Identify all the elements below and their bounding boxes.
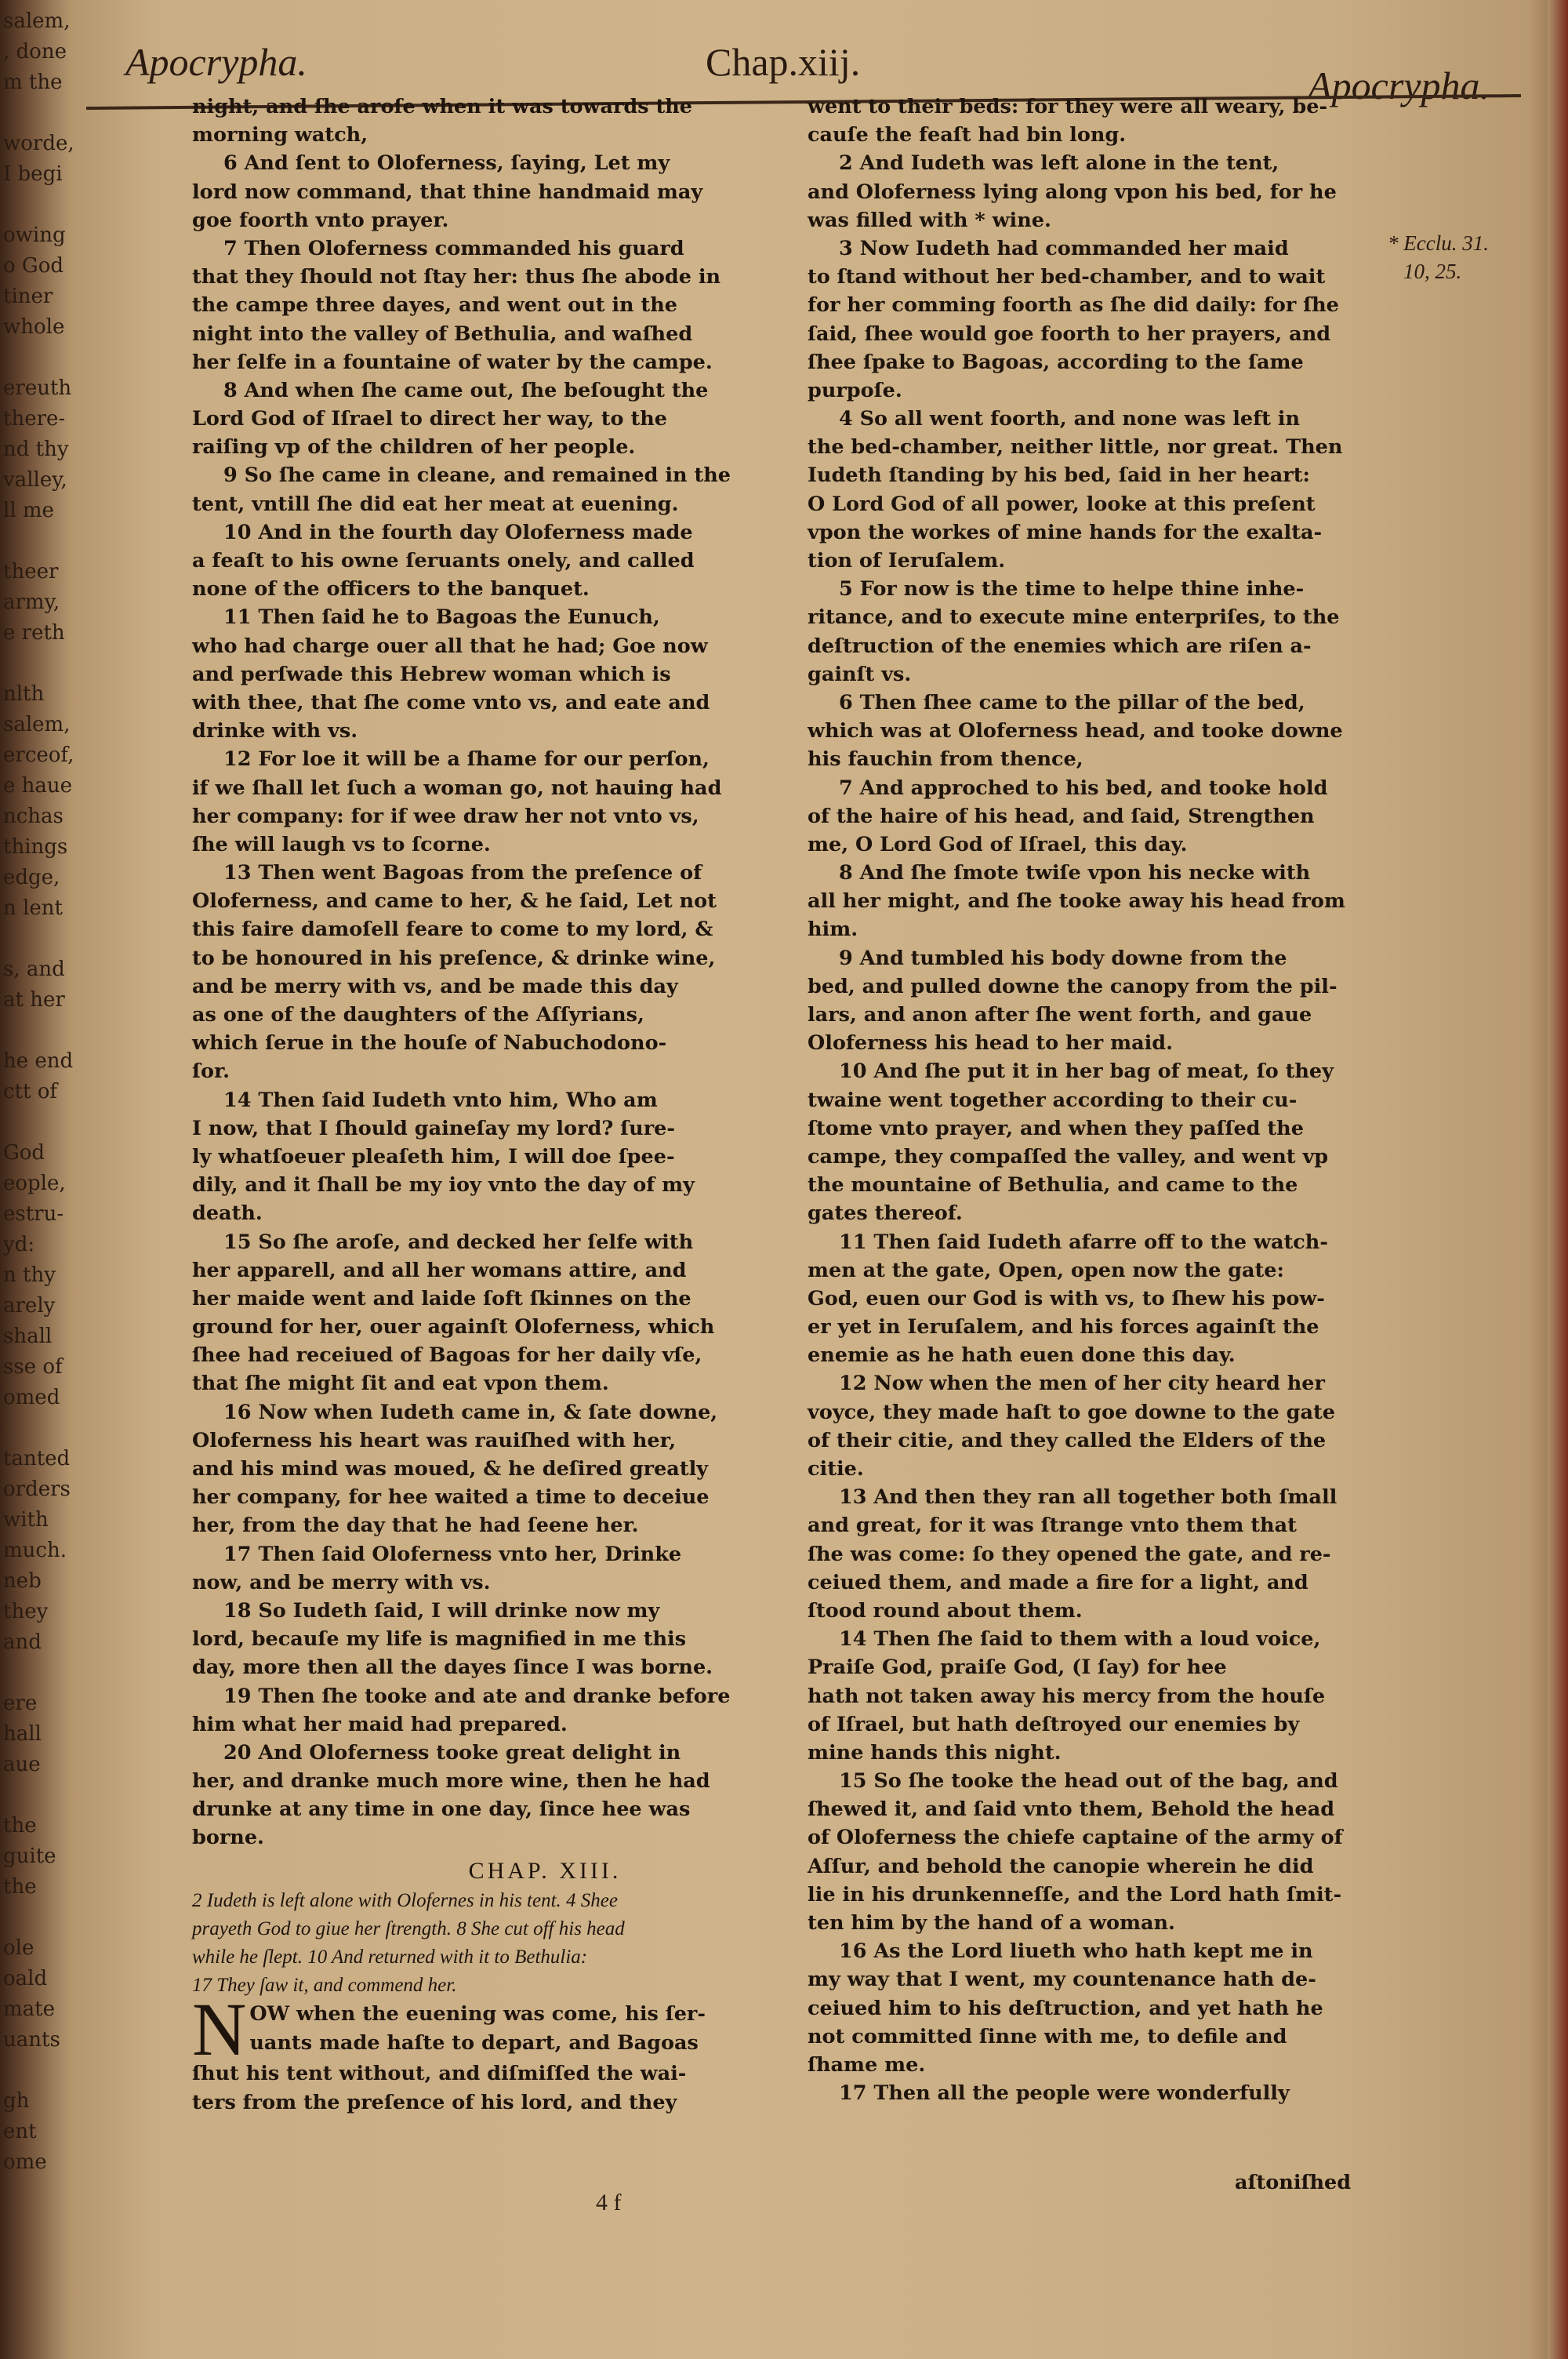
text-line: ſaid, ſhee would goe foorth to her prayers, and — [808, 322, 1331, 346]
text-line: which ſerue in the houſe of Nabuchodono- — [192, 1031, 667, 1056]
text-line: to be honoured in his preſence, & drinke wine, — [192, 946, 716, 970]
text-line: 20 And Oloferness tooke great delight in — [223, 1740, 681, 1765]
facing-page-fragment: sse of — [3, 1355, 63, 1379]
text-line: 10 And ſhe put it in her bag of meat, ſo they — [839, 1060, 1334, 1084]
left-column-text — [192, 93, 898, 1852]
text-line: her, and dranke much more wine, then he had — [192, 1769, 710, 1794]
text-line: 16 As the Lord liueth who hath kept me in — [839, 1939, 1313, 1964]
page-edge-right — [1548, 0, 1568, 2359]
facing-page-fragment: tiner — [3, 285, 53, 308]
facing-page-fragment: eople, — [3, 1172, 66, 1195]
text-line: if we ſhall let ſuch a woman go, not hauing had — [192, 776, 722, 800]
text-line: Oloferness his heart was rauiſhed with her, — [192, 1428, 677, 1452]
facing-page-fragment: arely — [3, 1294, 56, 1318]
text-line: 18 So Iudeth ſaid, I will drinke now my — [223, 1598, 660, 1623]
text-line: ſhee had receiued of Bagoas for her daily vſe, — [192, 1343, 702, 1368]
text-line: ceiued them, and made a fire for a light, and — [808, 1570, 1308, 1594]
facing-page-fragment: omed — [3, 1386, 60, 1409]
facing-page-fragment: worde, — [3, 132, 74, 155]
text-line: him what her maid had prepared. — [192, 1712, 568, 1736]
text-line: 13 And then they ran all together both ſmall — [839, 1485, 1338, 1510]
text-line: drunke at any time in one day, ſince hee was — [192, 1797, 691, 1822]
text-line: 11 Then ſaid he to Bagoas the Eunuch, — [223, 605, 660, 630]
text-line: him. — [808, 918, 858, 942]
margin-reference-line-2: 10, 25. — [1403, 260, 1462, 283]
header-right: Apocrypha. — [1308, 64, 1490, 107]
facing-page-fragment: erceof, — [3, 743, 74, 767]
text-line: drinke with vs. — [192, 719, 358, 743]
right-column-text — [808, 93, 1513, 2107]
facing-page-fragment: gh — [3, 2089, 30, 2113]
text-line: as one of the daughters of the Aſſyrians, — [192, 1003, 644, 1027]
text-line: er yet in Ieruſalem, and his forces againſt the — [808, 1315, 1319, 1339]
margin-reference — [1388, 229, 1529, 285]
text-line: deſtruction of the enemies which are riſen a- — [808, 634, 1312, 658]
facing-page-fragment: aue — [3, 1753, 41, 1776]
text-line: 7 And approched to his bed, and tooke hold — [839, 776, 1328, 800]
text-line: which was at Oloferness head, and tooke downe — [808, 719, 1343, 743]
text-line: not committed ſinne with me, to defile and — [808, 2024, 1287, 2048]
facing-page-fragment: yd: — [3, 1233, 35, 1256]
text-line: twaine went together according to their cu- — [808, 1088, 1298, 1112]
drop-cap-lines — [192, 2000, 898, 2056]
text-line: Oloferness, and came to her, & he ſaid, Let not — [192, 889, 717, 914]
text-line: was filled with * wine. — [808, 208, 1051, 232]
facing-page-fragment: with — [3, 1508, 49, 1532]
text-line: her apparell, and all her womans attire, and — [192, 1258, 687, 1282]
text-line: 6 And ſent to Oloferness, ſaying, Let my — [223, 151, 670, 176]
text-line: Lord God of Iſrael to direct her way, to the — [192, 407, 667, 431]
facing-page-fragment: , done — [3, 40, 67, 64]
text-line: with thee, that ſhe come vnto vs, and eate and — [192, 690, 710, 714]
text-line: and great, for it was ſtrange vnto them that — [808, 1514, 1297, 1538]
facing-page-fragment: things — [3, 835, 68, 859]
text-line: 14 Then ſaid Iudeth vnto him, Who am — [223, 1088, 658, 1112]
text-line: 12 For loe it will be a ſhame for our perſon, — [223, 747, 710, 772]
text-line: 6 Then ſhee came to the pillar of the bed, — [839, 690, 1305, 714]
text-line: lars, and anon after ſhe went forth, and gaue — [808, 1003, 1312, 1027]
text-line: lord, becauſe my life is magnified in me this — [192, 1627, 687, 1652]
text-line: 16 Now when Iudeth came in, & ſate downe, — [223, 1400, 718, 1424]
text-line: Iudeth ſtanding by his bed, ſaid in her heart: — [808, 463, 1310, 488]
text-line: men at the gate, Open, open now the gate: — [808, 1258, 1284, 1282]
text-line: ſhewed it, and ſaid vnto them, Behold the head — [808, 1797, 1335, 1822]
facing-page-fragment: neb — [3, 1569, 42, 1593]
text-line: 10 And in the fourth day Oloferness made — [223, 520, 693, 544]
text-line: her ſelfe in a fountaine of water by the campe. — [192, 350, 713, 374]
text-line: voyce, they made haſt to goe downe to the gate — [808, 1400, 1335, 1424]
text-line: campe, they compaſſed the valley, and went vp — [808, 1144, 1329, 1169]
text-line: borne. — [192, 1826, 264, 1850]
text-line: the mountaine of Bethulia, and came to the — [808, 1173, 1298, 1198]
facing-page-fragment: m the — [3, 71, 63, 94]
text-line: her company, for hee waited a time to deceiue — [192, 1485, 710, 1510]
text-line: 3 Now Iudeth had commanded her maid — [839, 236, 1289, 260]
text-line: 17 Then all the people were wonderfully — [839, 2081, 1290, 2106]
margin-reference-line-1: * Ecclu. 31. — [1388, 231, 1489, 255]
facing-page-fragment: he end — [3, 1049, 74, 1073]
text-line: the bed-chamber, neither little, nor great. Then — [808, 435, 1343, 460]
text-line: ground for her, ouer againſt Oloferness, which — [192, 1315, 715, 1339]
text-line: ſor. — [192, 1060, 230, 1084]
text-line: gainſt vs. — [808, 662, 912, 686]
text-line: his fauchin from thence, — [808, 747, 1083, 772]
chapter-opening-continued — [192, 2059, 898, 2116]
text-line: my way that I went, my countenance hath de- — [808, 1968, 1316, 1992]
text-line: and be merry with vs, and be made this day — [192, 974, 678, 998]
text-line: ten him by the hand of a woman. — [808, 1911, 1175, 1935]
text-line: that ſhe might ſit and eat vpon them. — [192, 1372, 609, 1396]
text-line: 17 Then ſaid Oloferness vnto her, Drinke — [223, 1542, 682, 1566]
facing-page-fragment: e reth — [3, 621, 65, 645]
text-line: tion of Ieruſalem. — [808, 549, 1006, 572]
text-line: 15 So ſhe tooke the head out of the bag, and — [839, 1769, 1338, 1794]
text-line: 5 For now is the time to helpe thine inhe- — [839, 577, 1305, 602]
text-line: of their citie, and they called the Elders of the — [808, 1428, 1327, 1452]
facing-page-fragment: at her — [3, 988, 65, 1012]
text-line: her maide went and laide ſoft ſkinnes on the — [192, 1286, 691, 1310]
text-line: tent, vntill ſhe did eat her meat at euening. — [192, 492, 679, 516]
text-line: ſhe will laugh vs to ſcorne. — [192, 832, 491, 856]
facing-page-fragment: nchas — [3, 805, 64, 828]
text-line: 8 And when ſhe came out, ſhe beſought the — [223, 378, 709, 402]
facing-page-fragment: estru- — [3, 1202, 64, 1226]
text-line: ſtood round about them. — [808, 1598, 1083, 1623]
facing-page-fragment: there- — [3, 407, 66, 431]
text-line: ritance, and to execute mine enterpriſes, to the — [808, 605, 1340, 630]
facing-page-fragment: ome — [3, 2150, 47, 2174]
summary-line: 2 Iudeth is left alone with Olofernes in his tent. 4 Shee — [192, 1889, 618, 1911]
facing-page-fragment: s, and — [3, 958, 65, 981]
text-line: ſhame me. — [808, 2052, 926, 2077]
text-line: uants made haſte to depart, and Bagoas — [249, 2030, 699, 2055]
text-line: I now, that I ſhould gaineſay my lord? ſure- — [192, 1116, 675, 1140]
facing-page-fragment: ere — [3, 1692, 38, 1715]
text-line: raiſing vp of the children of her people. — [192, 435, 636, 460]
text-line: night into the valley of Bethulia, and waſhed — [192, 322, 693, 346]
text-line: day, more then all the dayes ſince I was borne. — [192, 1656, 713, 1680]
facing-page-fragment: army, — [3, 591, 60, 614]
text-line: ſhee ſpake to Bagoas, according to the ſame — [808, 350, 1304, 374]
facing-page-fragment: nd thy — [3, 438, 69, 461]
facing-page-fragment: orders — [3, 1478, 71, 1501]
text-line: ſhe was come: ſo they opened the gate, and re- — [808, 1542, 1331, 1566]
facing-page-fragment: shall — [3, 1325, 53, 1348]
facing-page-fragment: ole — [3, 1936, 34, 1960]
text-line: morning watch, — [192, 123, 368, 147]
text-line: O Lord God of all power, looke at this preſent — [808, 492, 1316, 516]
text-line: for her comming foorth as ſhe did daily: for ſhe — [808, 293, 1339, 318]
text-line: and his mind was moued, & he deſired greatly — [192, 1457, 709, 1481]
text-line: all her might, and ſhe tooke away his head from — [808, 889, 1345, 914]
text-line: none of the officers to the banquet. — [192, 577, 590, 602]
text-line: vpon the workes of mine hands for the exalta- — [808, 520, 1323, 544]
text-line: of Oloferness the chiefe captaine of the army of — [808, 1826, 1343, 1850]
text-line: ters from the preſence of his lord, and they — [192, 2090, 677, 2114]
text-line: this faire damoſell feare to come to my lord, & — [192, 918, 713, 942]
facing-page-fragment: tanted — [3, 1447, 71, 1470]
facing-page-fragment: n lent — [3, 896, 63, 920]
text-line: 19 Then ſhe tooke and ate and dranke before — [223, 1684, 731, 1708]
text-line: 12 Now when the men of her city heard her — [839, 1372, 1325, 1396]
text-line: 11 Then ſaid Iudeth afarre off to the watch- — [839, 1230, 1328, 1254]
text-line: enemie as he hath euen done this day. — [808, 1343, 1236, 1368]
facing-page-fragment: valley, — [3, 468, 67, 492]
facing-page-fragment: salem, — [3, 9, 71, 33]
facing-page-fragment: owing — [3, 224, 66, 247]
text-line: lord now command, that thine handmaid may — [192, 180, 703, 204]
text-line: Aſſur, and behold the canopie wherein he did — [808, 1854, 1314, 1878]
facing-page-fragment: God — [3, 1141, 45, 1165]
text-line: ceiued him to his deſtruction, and yet hath he — [808, 1996, 1323, 2020]
text-line: 8 And ſhe ſmote twiſe vpon his necke with — [839, 861, 1311, 885]
text-line: and perſwade this Hebrew woman which is — [192, 662, 671, 686]
catchword: aſtoniſhed — [1235, 2171, 1352, 2194]
text-line: 4 So all went foorth, and none was left in — [839, 407, 1300, 431]
facing-page-edge — [0, 0, 74, 2359]
text-line: her company: for if wee draw her not vnto vs, — [192, 804, 699, 828]
facing-page-fragment: edge, — [3, 866, 60, 889]
text-line: who had charge ouer all that he had; Goe now — [192, 634, 708, 658]
text-line: a feaſt to his owne ſeruants onely, and called — [192, 549, 695, 572]
text-line: cauſe the feaſt had bin long. — [808, 123, 1127, 147]
text-line: death. — [192, 1201, 263, 1226]
summary-line: while he ſlept. 10 And returned with it to Bethulia: — [192, 1946, 588, 1968]
text-line: purpoſe. — [808, 378, 902, 402]
facing-page-fragment: I begi — [3, 162, 63, 186]
facing-page-fragment: the — [3, 1875, 37, 1899]
text-line: and Oloferness lying along vpon his bed, for he — [808, 180, 1337, 204]
text-line: goe foorth vnto prayer. — [192, 208, 449, 232]
facing-page-fragment: nlth — [3, 682, 45, 706]
text-line: the campe three dayes, and went out in the — [192, 293, 677, 318]
chapter-summary — [192, 1887, 898, 2001]
text-line: hath not taken away his mercy from the houſe — [808, 1684, 1326, 1708]
text-line: OW when the euening was come, his ſer- — [249, 2002, 706, 2026]
signature-mark: 4 f — [596, 2190, 622, 2215]
text-line: 2 And Iudeth was left alone in the tent, — [839, 151, 1279, 176]
text-line: to ſtand without her bed-chamber, and to wait — [808, 265, 1326, 289]
summary-line: prayeth God to giue her ſtrength. 8 She cut off his head — [192, 1917, 625, 1939]
text-line: night, and ſhe aroſe when it was towards the — [192, 95, 693, 118]
text-line: Praiſe God, praiſe God, (I ſay) for hee — [808, 1656, 1227, 1680]
text-line: 9 So ſhe came in cleane, and remained in the — [223, 463, 731, 488]
text-line: of Iſrael, but hath deſtroyed our enemies by — [808, 1712, 1300, 1736]
text-line: 7 Then Oloferness commanded his guard — [223, 236, 684, 260]
text-line: bed, and pulled downe the canopy from the pil- — [808, 974, 1338, 998]
text-line: 14 Then ſhe ſaid to them with a loud voice, — [839, 1627, 1321, 1652]
left-column — [192, 93, 898, 2117]
facing-page-fragment: guite — [3, 1845, 56, 1868]
facing-page-fragment: the — [3, 1814, 37, 1837]
text-line: ſhut his tent without, and diſmiſſed the wai- — [192, 2062, 687, 2086]
text-line: gates thereof. — [808, 1201, 963, 1226]
text-line: citie. — [808, 1457, 864, 1481]
right-column — [808, 93, 1513, 2107]
text-line: God, euen our God is with vs, to ſhew his pow- — [808, 1286, 1325, 1310]
facing-page-fragment: mate — [3, 1997, 55, 2021]
text-line: mine hands this night. — [808, 1740, 1062, 1765]
text-line: ly whatſoeuer pleaſeth him, I will doe ſpee- — [192, 1144, 675, 1169]
facing-page-fragment: ent — [3, 2120, 37, 2143]
facing-page-fragment: oald — [3, 1967, 48, 1990]
text-line: 9 And tumbled his body downe from the — [839, 946, 1287, 970]
facing-page-fragment: ereuth — [3, 376, 72, 400]
text-line: of the haire of his head, and ſaid, Strengthen — [808, 804, 1315, 828]
text-line: ſtome vnto prayer, and when they paſſed the — [808, 1116, 1304, 1140]
summary-line: 17 They ſaw it, and commend her. — [192, 1975, 457, 1997]
text-line: 13 Then went Bagoas from the preſence of — [223, 861, 702, 885]
text-line: now, and be merry with vs. — [192, 1570, 491, 1594]
drop-cap: N — [192, 1987, 247, 2072]
facing-page-fragment: uants — [3, 2028, 60, 2052]
text-line: me, O Lord God of Iſrael, this day. — [808, 832, 1188, 856]
text-line: that they ſhould not ſtay her: thus ſhe abode in — [192, 265, 721, 289]
header-chapter: Chap.xiij. — [706, 40, 861, 84]
facing-page-fragment: and — [3, 1630, 42, 1654]
text-line: dily, and it ſhall be my ioy vnto the day of my — [192, 1173, 695, 1198]
text-line: Oloferness his head to her maid. — [808, 1031, 1173, 1056]
text-line: her, from the day that he had ſeene her. — [192, 1514, 639, 1538]
facing-page-fragment: n thy — [3, 1263, 56, 1287]
facing-page-fragment: e haue — [3, 774, 73, 798]
facing-page-fragment: they — [3, 1600, 49, 1623]
facing-page-fragment: much. — [3, 1539, 67, 1562]
header-left: Apocrypha. — [125, 40, 307, 84]
chapter-heading: CHAP. XIII. — [468, 1857, 622, 1884]
facing-page-fragment: o God — [3, 254, 64, 278]
text-line: 15 So ſhe aroſe, and decked her ſelfe with — [223, 1230, 694, 1254]
text-line: went to their beds: for they were all weary, be- — [808, 95, 1328, 118]
facing-page-fragment: whole — [3, 315, 65, 339]
facing-page-fragment: theer — [3, 560, 59, 583]
facing-page-fragment: ctt of — [3, 1080, 57, 1103]
facing-page-fragment: salem, — [3, 713, 71, 736]
text-line: lie in his drunkenneſſe, and the Lord hath ſmit- — [808, 1882, 1342, 1906]
facing-page-fragment: ll me — [3, 499, 54, 522]
facing-page-fragment: hall — [3, 1722, 42, 1746]
